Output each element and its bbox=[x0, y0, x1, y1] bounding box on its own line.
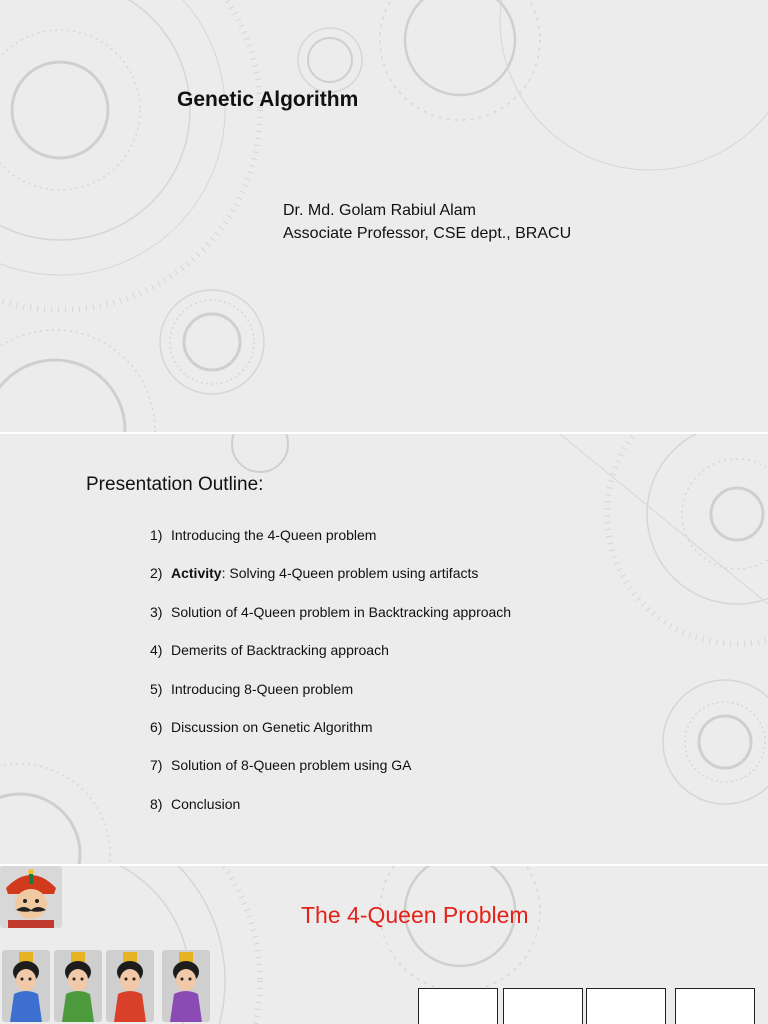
list-item bbox=[150, 603, 511, 641]
four-queen-slide bbox=[0, 866, 768, 1024]
list-item bbox=[150, 564, 511, 602]
item-number: 6) bbox=[150, 718, 163, 735]
board-cell bbox=[586, 988, 666, 1024]
list-item bbox=[150, 756, 511, 794]
board-cell bbox=[675, 988, 755, 1024]
item-number: 5) bbox=[150, 680, 163, 697]
queen-avatar bbox=[2, 950, 50, 1022]
page-title: Genetic Algorithm bbox=[177, 88, 359, 111]
item-number: 3) bbox=[150, 603, 163, 620]
queen-avatar bbox=[106, 950, 154, 1022]
item-number: 7) bbox=[150, 757, 163, 774]
item-text: : Solving 4-Queen problem using artifacts bbox=[221, 565, 479, 582]
outline-slide bbox=[0, 434, 768, 864]
author-block bbox=[283, 199, 571, 245]
item-number: 8) bbox=[150, 795, 163, 812]
queen-avatar bbox=[162, 950, 210, 1022]
item-text: Introducing 8-Queen problem bbox=[171, 680, 354, 697]
author-name: Dr. Md. Golam Rabiul Alam bbox=[283, 202, 476, 219]
item-text: Conclusion bbox=[171, 795, 241, 812]
item-number: 2) bbox=[150, 565, 163, 582]
outline-list bbox=[150, 526, 511, 833]
king-avatar bbox=[0, 866, 62, 928]
board-cell bbox=[503, 988, 583, 1024]
item-number: 1) bbox=[150, 527, 163, 543]
item-text: Introducing the 4-Queen problem bbox=[171, 527, 377, 543]
list-item bbox=[150, 641, 511, 679]
list-item bbox=[150, 680, 511, 718]
title-slide bbox=[0, 0, 768, 432]
board-cell bbox=[418, 988, 498, 1024]
item-text: Solution of 4-Queen problem in Backtracking approach bbox=[171, 603, 512, 620]
list-item bbox=[150, 718, 511, 756]
item-bold-text: Activity bbox=[171, 565, 222, 582]
list-item bbox=[150, 526, 511, 564]
list-item bbox=[150, 795, 511, 833]
item-text: Demerits of Backtracking approach bbox=[171, 642, 389, 659]
author-title: Associate Professor, CSE dept., BRACU bbox=[283, 225, 572, 242]
section-title: The 4-Queen Problem bbox=[301, 902, 529, 928]
queen-avatar bbox=[54, 950, 102, 1022]
item-text: Solution of 8-Queen problem using GA bbox=[171, 757, 412, 774]
outline-heading: Presentation Outline: bbox=[86, 474, 264, 495]
item-number: 4) bbox=[150, 642, 163, 659]
item-text: Discussion on Genetic Algorithm bbox=[171, 718, 373, 735]
